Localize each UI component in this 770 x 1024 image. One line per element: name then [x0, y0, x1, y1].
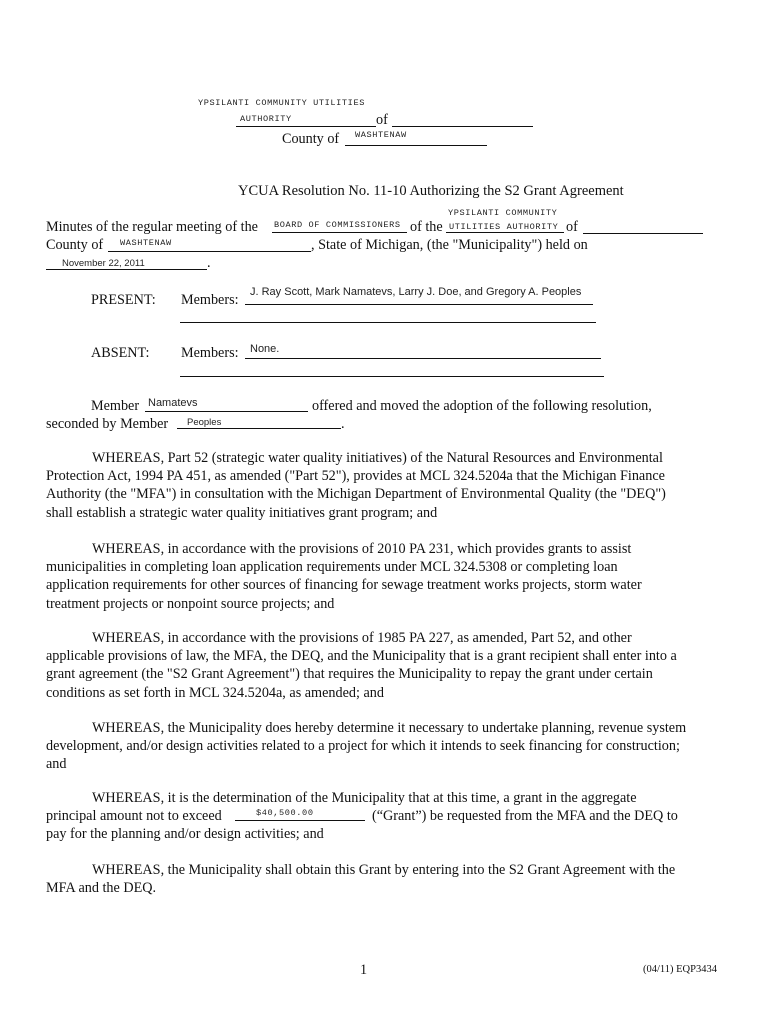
minutes-intro-text: Minutes of the regular meeting of the: [46, 219, 258, 235]
municipality-name-underline: [236, 126, 376, 127]
paragraph-line: WHEREAS, the Municipality shall obtain this Grant by entering into the S2 Grant Agreement with the: [92, 862, 676, 878]
whereas-paragraph-2: [46, 540, 736, 613]
minutes-of-the: of the: [410, 219, 443, 235]
minutes-state-text: , State of Michigan, (the "Municipality") held on: [311, 237, 588, 253]
municipality-name-line1: YPSILANTI COMMUNITY UTILITIES: [198, 98, 365, 108]
motion-member-value: Namatevs: [148, 397, 198, 409]
meeting-date-value: November 22, 2011: [62, 258, 145, 269]
whereas-paragraph-3: [46, 629, 736, 702]
resolution-title: YCUA Resolution No. 11-10 Authorizing the S2 Grant Agreement: [238, 183, 624, 199]
paragraph-line: development, and/or design activities related to a project for which it intends to seek financing for construction;: [46, 738, 680, 755]
present-members-underline-2: [180, 322, 596, 323]
paragraph-line: grant agreement (the "S2 Grant Agreement") that requires the Municipality to repay the grant under certain: [46, 666, 653, 683]
absent-members-underline: [245, 358, 601, 359]
present-members-value: J. Ray Scott, Mark Namatevs, Larry J. Doe, and Gregory A. Peoples: [250, 286, 582, 298]
paragraph-line: Authority (the "MFA") in consultation with the Michigan Department of Environmental Quality (the "DEQ"): [46, 486, 666, 503]
paragraph-line: WHEREAS, in accordance with the provisions of 2010 PA 231, which provides grants to assist: [92, 541, 632, 557]
paragraph-line: application requirements for other sources of financing for sewage treatment works projects, storm water: [46, 577, 642, 594]
minutes-of-word: of: [566, 219, 578, 235]
whereas-paragraph-5-line1: WHEREAS, it is the determination of the Municipality that at this time, a grant in the aggregate: [92, 790, 637, 806]
municipality-name-line2: AUTHORITY: [240, 114, 292, 124]
page-number: 1: [360, 962, 368, 978]
paragraph-line: MFA and the DEQ.: [46, 880, 157, 897]
municipality-value-line2: UTILITIES AUTHORITY: [449, 222, 559, 232]
present-members-label: Members:: [181, 292, 239, 308]
paragraph-line: applicable provisions of law, the MFA, the DEQ, and the Municipality that is a grant recipient shall enter into a: [46, 648, 677, 665]
header-of-word: of: [376, 112, 388, 128]
form-code: (04/11) EQP3434: [643, 964, 717, 975]
motion-member-label: Member: [91, 398, 140, 414]
absent-members-value: None.: [250, 343, 280, 355]
municipality-value-line1: YPSILANTI COMMUNITY: [448, 208, 558, 218]
header-county-value: WASHTENAW: [355, 130, 407, 140]
paragraph-line: Protection Act, 1994 PA 451, as amended ("Part 52"), provides at MCL 324.5204a that the Michigan Finance: [46, 468, 665, 485]
grant-amount-underline: [235, 820, 365, 821]
municipality-type-underline: [392, 126, 533, 127]
whereas-paragraph-5-line3: pay for the planning and/or design activities; and: [46, 826, 324, 842]
absent-members-underline-2: [180, 376, 604, 377]
paragraph-line: shall establish a strategic water quality initiatives grant program; and: [46, 504, 438, 521]
whereas-paragraph-4: [46, 719, 736, 774]
seconded-period: .: [341, 416, 345, 432]
absent-label: ABSENT:: [91, 345, 150, 361]
present-label: PRESENT:: [91, 292, 156, 308]
header-county-underline: [345, 145, 487, 146]
amount-label: principal amount not to exceed: [46, 808, 222, 824]
paragraph-line: and: [46, 756, 67, 773]
present-members-underline: [245, 304, 593, 305]
seconded-value: Peoples: [187, 417, 222, 428]
minutes-county-value: WASHTENAW: [120, 238, 172, 248]
seconded-underline: [177, 428, 341, 429]
minutes-county-underline: [108, 251, 311, 252]
header-county-label: County of: [282, 131, 340, 147]
minutes-county-label: County of: [46, 237, 104, 253]
whereas-paragraph-1: [46, 449, 736, 522]
motion-offered-text: offered and moved the adoption of the following resolution,: [312, 398, 652, 414]
paragraph-line: WHEREAS, in accordance with the provisions of 1985 PA 227, as amended, Part 52, and other: [92, 630, 632, 646]
meeting-date-period: .: [207, 255, 211, 271]
paragraph-line: WHEREAS, the Municipality does hereby determine it necessary to undertake planning, revenue system: [92, 720, 687, 736]
municipality-type-blank: [583, 233, 703, 234]
grant-amount-value: $40,500.00: [256, 808, 314, 818]
whereas-paragraph-6: [46, 861, 736, 897]
paragraph-line: municipalities in completing loan application requirements under MCL 324.5308 or completing loan: [46, 559, 618, 576]
paragraph-line: WHEREAS, Part 52 (strategic water quality initiatives) of the Natural Resources and Environmental: [92, 450, 663, 466]
meeting-date-underline: [46, 269, 207, 270]
meeting-body-underline: [272, 232, 407, 233]
absent-members-label: Members:: [181, 345, 239, 361]
paragraph-line: treatment projects or nonpoint source projects; and: [46, 595, 335, 612]
meeting-body-value: BOARD OF COMMISSIONERS: [274, 220, 401, 230]
amount-after-text: (“Grant”) be requested from the MFA and the DEQ to: [372, 808, 678, 824]
paragraph-line: conditions as set forth in MCL 324.5204a, as amended; and: [46, 684, 384, 701]
municipality-underline: [446, 232, 564, 233]
motion-member-underline: [145, 411, 308, 412]
seconded-label: seconded by Member: [46, 416, 169, 432]
